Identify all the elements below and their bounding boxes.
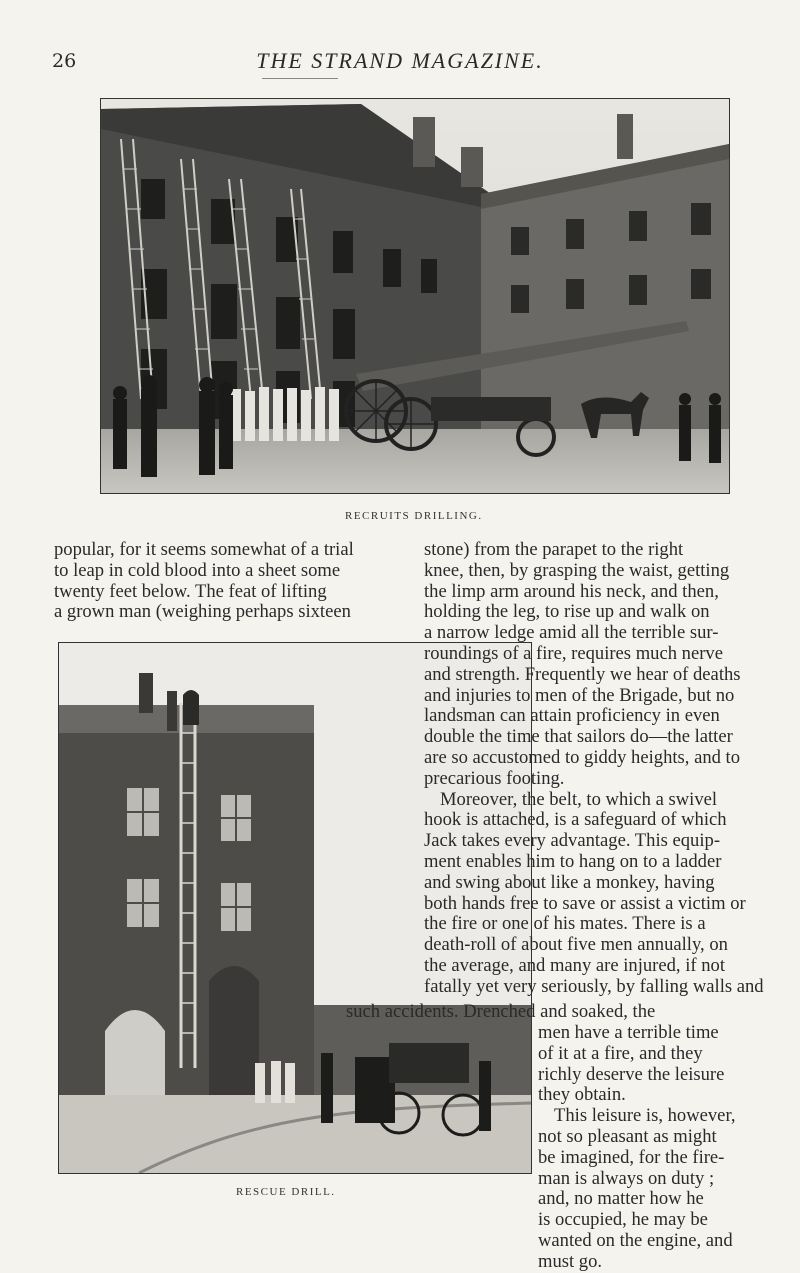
- text-line: hook is attached, is a safeguard of which: [424, 809, 727, 831]
- text-line: man is always on duty ;: [538, 1167, 715, 1189]
- text-line: men have a terrible time: [538, 1022, 719, 1043]
- caption-rescue-drill: RESCUE DRILL.: [236, 1186, 336, 1198]
- text-line: Moreover, the belt, to which a swivel: [440, 788, 718, 810]
- page-number: 26: [52, 50, 77, 72]
- text-line: precarious footing.: [424, 767, 565, 789]
- right-column-text-wide-line: [346, 1002, 781, 1023]
- text-line: the fire or one of his mates. There is a: [424, 913, 706, 935]
- text-line: a grown man (weighing perhaps sixteen: [54, 601, 351, 623]
- text-line: landsman can attain proficiency in even: [424, 705, 720, 727]
- text-line: death-roll of about five men annually, on: [424, 934, 728, 956]
- right-column-wrap-text: [538, 1023, 781, 1273]
- photo-recruits-drilling: [100, 98, 730, 494]
- text-line: holding the leg, to rise up and walk on: [424, 601, 710, 623]
- text-line: and injuries to men of the Brigade, but no: [424, 684, 735, 706]
- text-line: stone) from the parapet to the right: [424, 539, 684, 560]
- text-line: they obtain.: [538, 1084, 626, 1106]
- text-line: the average, and many are injured, if not: [424, 954, 725, 976]
- text-line: ment enables him to hang on to a ladder: [424, 850, 722, 872]
- text-line: fatally yet very seriously, by falling walls and: [424, 975, 764, 997]
- caption-recruits-drilling: RECRUITS DRILLING.: [345, 510, 483, 522]
- text-line: Jack takes every advantage. This equip-: [424, 830, 721, 852]
- text-line: is occupied, he may be: [538, 1209, 708, 1231]
- text-line: roundings of a fire, requires much nerve: [424, 642, 723, 664]
- right-column-text: [424, 540, 781, 998]
- text-line: not so pleasant as might: [538, 1125, 717, 1147]
- text-line: a narrow ledge amid all the terrible sur-: [424, 622, 719, 644]
- text-line: and, no matter how he: [538, 1188, 704, 1210]
- text-line: wanted on the engine, and: [538, 1229, 733, 1251]
- text-line: This leisure is, however,: [554, 1105, 736, 1127]
- text-line: the limp arm around his neck, and then,: [424, 580, 719, 602]
- text-line: must go.: [538, 1250, 603, 1272]
- text-line: such accidents. Drenched and soaked, the: [346, 1001, 656, 1022]
- text-line: both hands free to save or assist a victim or: [424, 892, 746, 914]
- text-line: richly deserve the leisure: [538, 1063, 725, 1085]
- text-line: are so accustomed to giddy heights, and to: [424, 746, 741, 768]
- text-line: popular, for it seems somewhat of a trial: [54, 539, 354, 560]
- header-rule: [262, 78, 338, 79]
- text-line: and swing about like a monkey, having: [424, 871, 715, 893]
- text-line: be imagined, for the fire-: [538, 1146, 725, 1168]
- magazine-title: THE STRAND MAGAZINE.: [256, 48, 544, 73]
- text-line: to leap in cold blood into a sheet some: [54, 559, 341, 581]
- left-column-text: [54, 540, 404, 623]
- text-line: of it at a fire, and they: [538, 1042, 703, 1064]
- text-line: knee, then, by grasping the waist, getting: [424, 559, 730, 581]
- text-line: and strength. Frequently we hear of deaths: [424, 663, 741, 685]
- text-line: twenty feet below. The feat of lifting: [54, 580, 327, 602]
- text-line: double the time that sailors do—the latter: [424, 726, 733, 748]
